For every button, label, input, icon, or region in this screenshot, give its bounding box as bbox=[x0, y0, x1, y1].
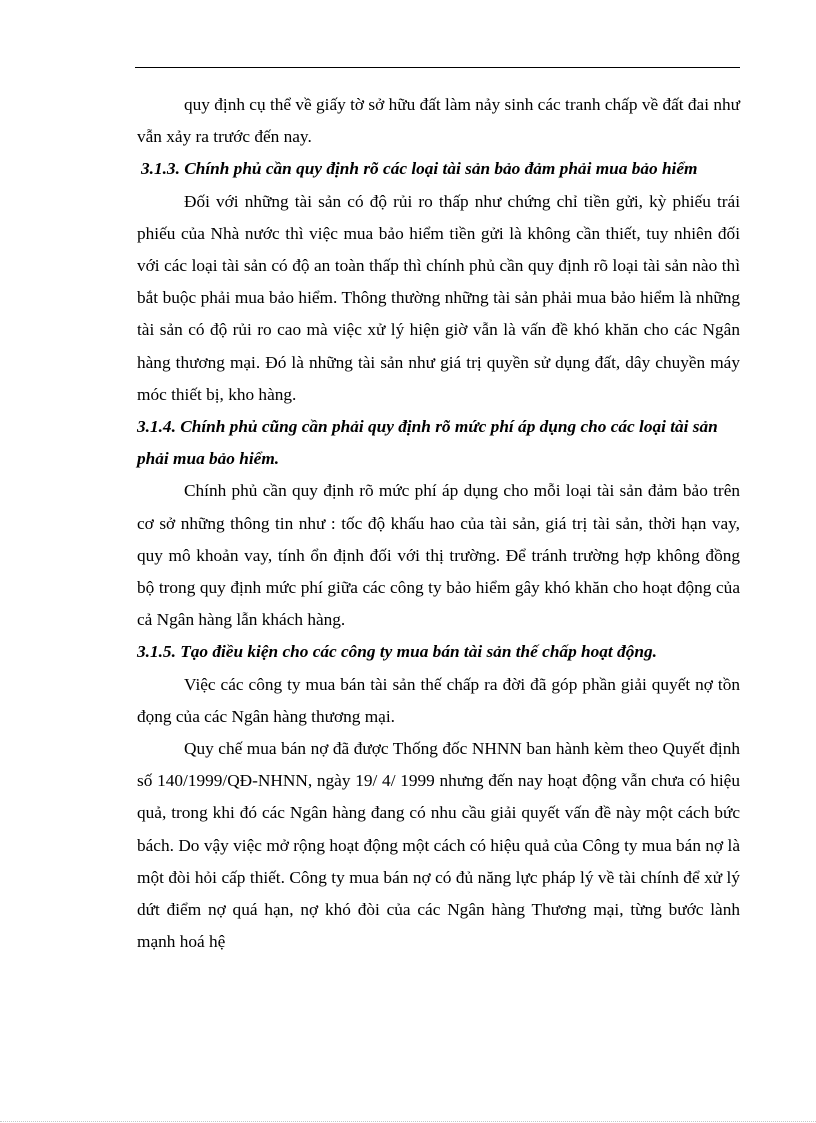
heading-3-1-4: 3.1.4. Chính phủ cũng cần phải quy định rõ mức phí áp dụng cho các loại tài sản phải mua bảo hiểm. bbox=[137, 417, 718, 469]
heading-3-1-5: 3.1.5. Tạo điều kiện cho các công ty mua bán tài sản thế chấp hoạt động. bbox=[137, 642, 657, 662]
page-bottom-edge bbox=[0, 1121, 816, 1122]
paragraph-fee-regulation: Chính phủ cần quy định rõ mức phí áp dụng cho mỗi loại tài sản đảm bảo trên cơ sở những thông tin như : tốc độ khấu hao của tài sản, giá trị tài sản, thời hạn vay, quy mô khoản vay, tính ổn định đối với thị trường. Để tránh trường hợp không đồng bộ trong quy định mức phí giữa các công ty bảo hiểm gây khó khăn cho hoạt động của cả Ngân hàng lẫn khách hàng. bbox=[137, 481, 740, 630]
paragraph-debt-trading-regulation: Quy chế mua bán nợ đã được Thống đốc NHNN ban hành kèm theo Quyết định số 140/1999/QĐ-NHNN, ngày 19/ 4/ 1999 nhưng đến nay hoạt động vẫn chưa có hiệu quả, trong khi đó các Ngân hàng đang có nhu cầu giải quyết vấn đề này một cách bức bách. Do vậy việc mở rộng hoạt động một cách có hiệu quả của Công ty mua bán nợ là một đòi hỏi cấp thiết. Công ty mua bán nợ có đủ năng lực pháp lý về tài chính để xử lý dứt điểm nợ quá hạn, nợ khó đòi của các Ngân hàng Thương mại, từng bước lành mạnh hoá hệ bbox=[137, 739, 740, 952]
header-rule bbox=[135, 67, 740, 68]
paragraph-continuation: quy định cụ thể về giấy tờ sở hữu đất làm nảy sinh các tranh chấp về đất đai như vẫn xảy ra trước đến nay. bbox=[137, 95, 740, 147]
paragraph-asset-trading-companies: Việc các công ty mua bán tài sản thế chấp ra đời đã góp phần giải quyết nợ tồn đọng của các Ngân hàng thương mại. bbox=[137, 674, 740, 726]
paragraph-insurance-assets: Đối với những tài sản có độ rủi ro thấp như chứng chỉ tiền gửi, kỳ phiếu trái phiếu của Nhà nước thì việc mua bảo hiểm tiền gửi là không cần thiết, tuy nhiên đối với các loại tài sản có độ an toàn thấp thì chính phủ cần quy định rõ loại tài sản nào thì bắt buộc phải mua bảo hiểm. Thông thường những tài sản phải mua bảo hiểm là những tài sản có độ rủi ro cao mà việc xử lý hiện giờ vẫn là vấn đề khó khăn cho các Ngân hàng thương mại. Đó là những tài sản như giá trị quyền sử dụng đất, dây chuyền máy móc thiết bị, kho hàng. bbox=[137, 191, 740, 404]
heading-3-1-3: 3.1.3. Chính phủ cần quy định rõ các loại tài sản bảo đảm phải mua bảo hiểm bbox=[141, 159, 698, 179]
document-body bbox=[137, 89, 740, 958]
